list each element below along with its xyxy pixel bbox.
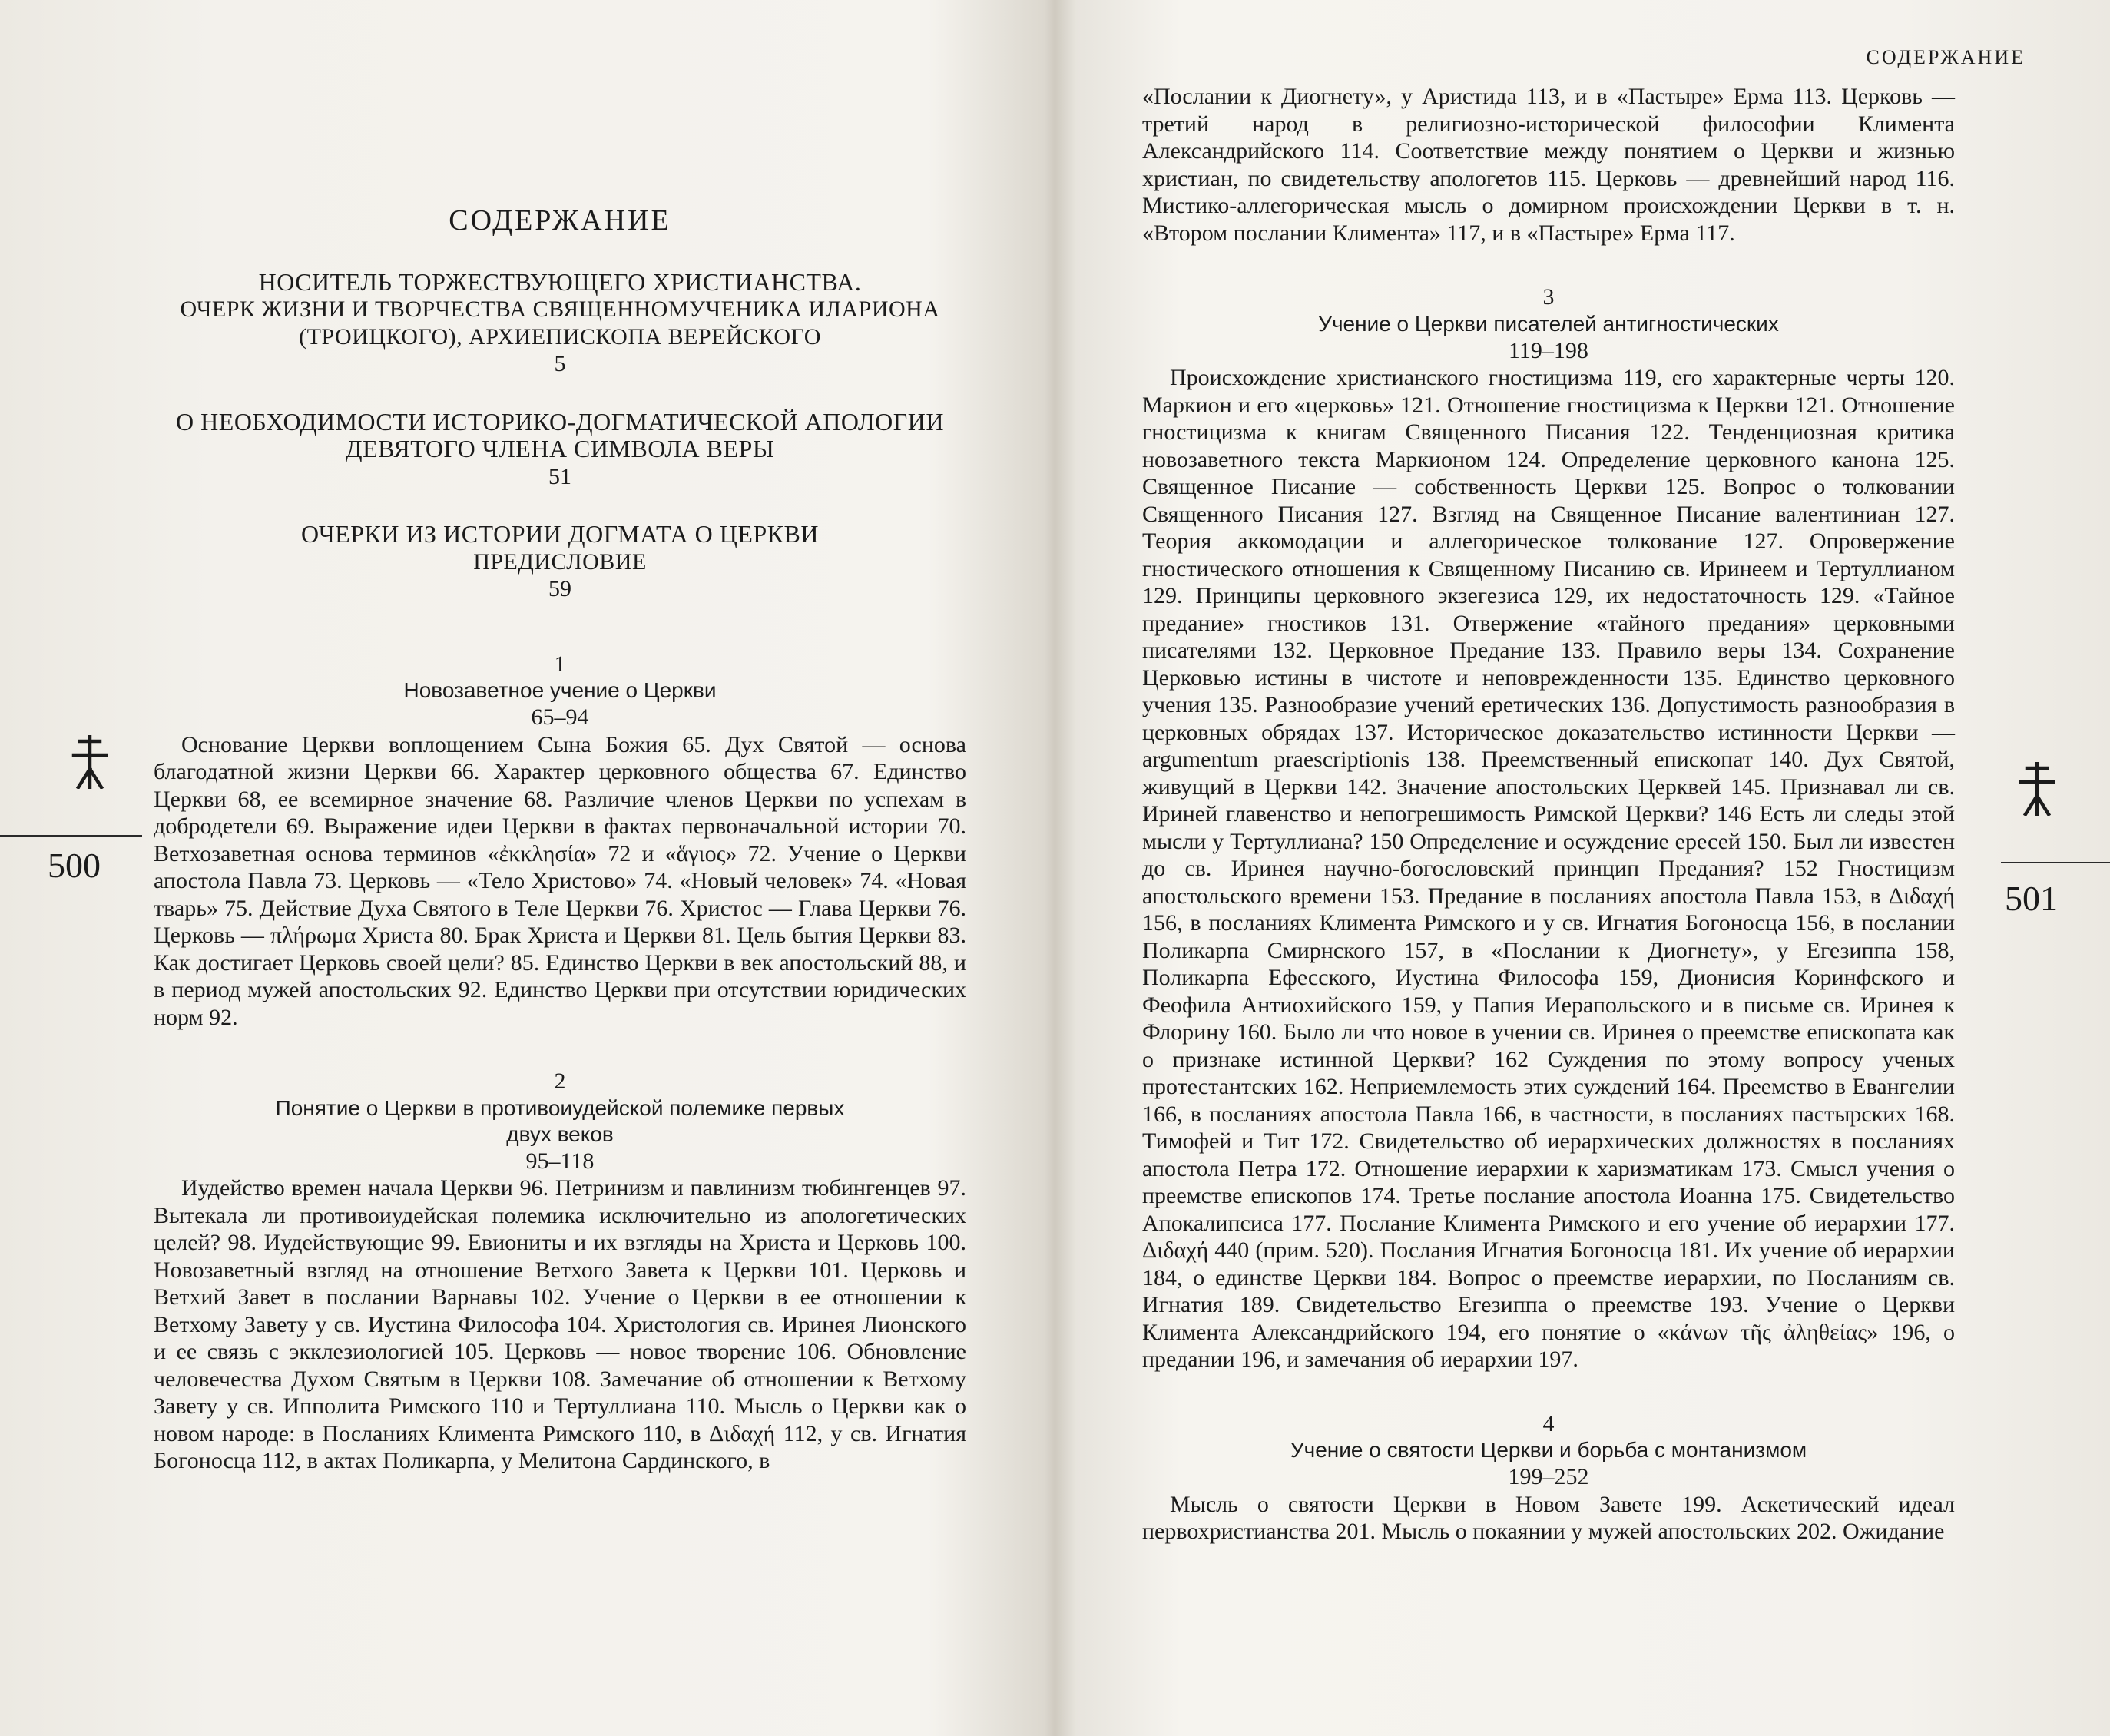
toc-section	[1142, 283, 1955, 1373]
toc-section	[154, 651, 966, 1032]
toc-section	[1142, 1410, 1955, 1546]
section-number: 2	[554, 1068, 566, 1094]
toc-section	[154, 1068, 966, 1475]
section-title: Учение о святости Церкви и борьба с монтанизмом	[1290, 1438, 1807, 1462]
section-summary: Основание Церкви воплощением Сына Божия 65. Дух Святой — основа благодатной жизни Церкви 66. Характер церковного общества 67. Единство Церкви 68, ее всемирное значение 68. Различие членов Церкви по успехам в добродетели 69. Выражение идеи Церкви в фактах первоначальной истории 70. Ветхозаветная основа терминов «ἐκκλησία» 72 и «ἅγιος» 72. Учение о Церкви апостола Павла 73. Церковь — «Тело Христово» 74. «Новый человек» 74. «Новая тварь» 75. Действие Духа Святого в Теле Церкви 76. Христос — Глава Церкви 76. Церковь — πλήρωμα Христа 80. Брак Христа и Церкви 81. Цель бытия Церкви 83. Как достигает Церковь своей цели? 85. Единство Церкви в век апостольский 88, и в период мужей апостольских 92. Единство Церкви при отсутствии юридических норм 92.	[154, 731, 966, 1030]
page-number: 501	[2005, 879, 2058, 918]
entry-subtitle: ПРЕДИСЛОВИЕ	[473, 548, 647, 575]
running-head: СОДЕРЖАНИЕ	[1866, 46, 2026, 68]
continued-summary: «Послании к Диогнету», у Аристида 113, и в «Пастыре» Ерма 113. Церковь — третий народ в религиозно-исторической философии Климента Александрийского 114. Соответствие между понятием о Церкви и жизнью христиан, по свидетельству апологетов 115. Церковь — древнейший народ 116. Мистико-аллегорическая мысль о домирном происхождении Церкви в т. н. «Втором послании Климента» 117, и в «Пастыре» Ерма 117.	[1142, 84, 1955, 246]
page-number: 500	[48, 846, 101, 885]
section-number: 4	[1542, 1410, 1555, 1436]
right-column	[1142, 83, 1955, 1582]
section-page-range: 65–94	[531, 704, 589, 730]
entry-page-number: 5	[554, 351, 566, 376]
section-page-range: 199–252	[1508, 1464, 1589, 1489]
entry-page-number: 59	[548, 576, 571, 601]
section-number: 1	[554, 651, 566, 677]
toc-entry	[154, 521, 966, 603]
section-summary: Мысль о святости Церкви в Новом Завете 199. Аскетический идеал первохристианства 201. Мысль о покаянии у мужей апостольских 202. Ожидание	[1142, 1491, 1955, 1544]
section-summary: Иудейство времен начала Церкви 96. Петринизм и павлинизм тюбингенцев 97. Вытекала ли противоиудейская полемика исключительно из апологетических целей? 98. Иудействующие 99. Евиониты и их взгляды на Христа и Церковь 100. Новозаветный взгляд на отношение Ветхого Завета к Церкви 101. Церковь и Ветхий Завет в послании Варнавы 102. Учение о Церкви в ее отношении к Ветхому Завету у св. Иустина Философа 104. Христология св. Иринея Лионского и ее связь с экклезиологией 105. Церковь — новое творение 106. Обновление человечества Духом Святым в Церкви 108. Замечание об отношении к Ветхому Завету у св. Ипполита Римского 110 и Тертуллиана 110. Мысль о Церкви как о новом народе: в Посланиях Климента Римского 110, в Διδαχή 112, у св. Игнатия Богоносца 112, в актах Поликарпа, у Мелитона Сардинского, в	[154, 1175, 966, 1473]
section-title: Учение о Церкви писателей антигностических	[1318, 311, 1779, 336]
left-column	[154, 204, 966, 1512]
entry-page-number: 51	[548, 463, 571, 489]
entry-title: ОЧЕРКИ ИЗ ИСТОРИИ ДОГМАТА О ЦЕРКВИ	[301, 520, 819, 548]
section-number: 3	[1542, 284, 1555, 310]
entry-title: О НЕОБХОДИМОСТИ ИСТОРИКО-ДОГМАТИЧЕСКОЙ АПОЛОГИИ ДЕВЯТОГО ЧЛЕНА СИМВОЛА ВЕРЫ	[176, 407, 944, 462]
section-summary: Происхождение христианского гностицизма 119, его характерные черты 120. Маркион и его «церковь» 121. Отношение гностицизма к Церкви 121. Отношение гностицизма к книгам Священного Писания 122. Тенденциозная критика новозаветного текста Маркионом 124. Определение церковного канона 125. Священное Писание — собственность Церкви 125. Вопрос о толковании Священного Писания 127. Взгляд на Священное Писание валентиниан 127. Теория аккомодации и аллегорическое толкование 127. Опровержение гностического отношения к Священному Писанию св. Иринеем и Тертуллианом 129. Принципы церковного экзегезиса 129, их недостаточность 129. «Тайное предание» гностиков 131. Отвержение «тайного предания» церковными писателями 132. Церковное Предание 133. Правило веры 134. Сохранение Церковью истины в чистоте и неповрежденности 135. Единство церковного учения 135. Разнообразие учений еретических 136. Допустимость разнообразия в церковных обрядах 137. Историческое доказательство истинности Церкви — argumentum praescriptionis 138. Преемственный епископат 140. Дух Святой, живущий в Церкви 142. Значение апостольских Церквей 145. Признавал ли св. Ириней главенство и непогрешимость Римской Церкви? 146 Есть ли следы этой мысли у Тертуллиана? 150 Определение и осуждение ересей 150. Был ли известен до св. Иринея научно-богословский принцип Предания? 152 Гностицизм апостольского времени 153. Предание в посланиях апостола Павла 153, в Διδαχή 156, в посланиях Климента Римского и у св. Игнатия Богоносца 156, в послании Поликарпа Смирнского 157, в «Послании к Диогнету», у Егезиппа 158, Поликарпа Ефесского, Иустина Философа 159, Дионисия Коринфского и Феофила Антиохийского 159, у Папия Иерапольского и в письме св. Иринея к Флорину 160. Было ли что новое в учении св. Иринея о преемстве епископата как о признаке истинной Церкви? 162 Суждения по этому вопросу ученых протестантских 162. Неприемлемость этих суждений 164. Преемство в Евангелии 166, в посланиях апостола Павла 166, в частности, в посланиях пастырских 168. Тимофей и Тит 172. Свидетельство об иерархических должностях в посланиях апостола Петра 172. Отношение иерархии к харизматикам 173. Смысл учения о преемстве епископов 174. Третье послание апостола Иоанна 175. Свидетельство Апокалипсиса 177. Послание Климента Римского и его учение об иерархии 177. Διδαχή 440 (прим. 520). Послания Игнатия Богоносца 181. Их учение об иерархии 184, о единстве Церкви 184. Вопрос о преемстве иерархии, по Посланиям св. Игнатия 189. Свидетельство Егезиппа о преемстве 193. Учение о Церкви Климента Александрийского 194, его понятие о «κάνων τῆς ἀληθείας» 196, о предании 196, и замечания об иерархии 197.	[1142, 365, 1955, 1372]
entry-title: НОСИТЕЛЬ ТОРЖЕСТВУЮЩЕГО ХРИСТИАНСТВА.	[258, 267, 862, 296]
section-title: Новозаветное учение о Церкви	[403, 678, 717, 702]
toc-entry	[154, 269, 966, 378]
entry-subtitle: ОЧЕРК ЖИЗНИ И ТВОРЧЕСТВА СВЯЩЕННОМУЧЕНИКА ИЛАРИОНА (ТРОИЦКОГО), АРХИЕПИСКОПА ВЕРЕЙСКОГО	[180, 297, 940, 350]
left-page	[0, 0, 1054, 1736]
toc-entry	[154, 409, 966, 491]
page-title: СОДЕРЖАНИЕ	[449, 204, 671, 237]
section-title: Понятие о Церкви в противоиудейской полемике первых двух веков	[275, 1095, 845, 1146]
folio-rule	[2001, 862, 2110, 863]
section-page-range: 95–118	[525, 1148, 595, 1174]
section-page-range: 119–198	[1509, 337, 1588, 363]
right-page	[1056, 0, 2110, 1736]
cross-ornament-icon	[71, 735, 109, 789]
folio-rule	[0, 835, 142, 837]
cross-ornament-icon	[2018, 762, 2056, 816]
